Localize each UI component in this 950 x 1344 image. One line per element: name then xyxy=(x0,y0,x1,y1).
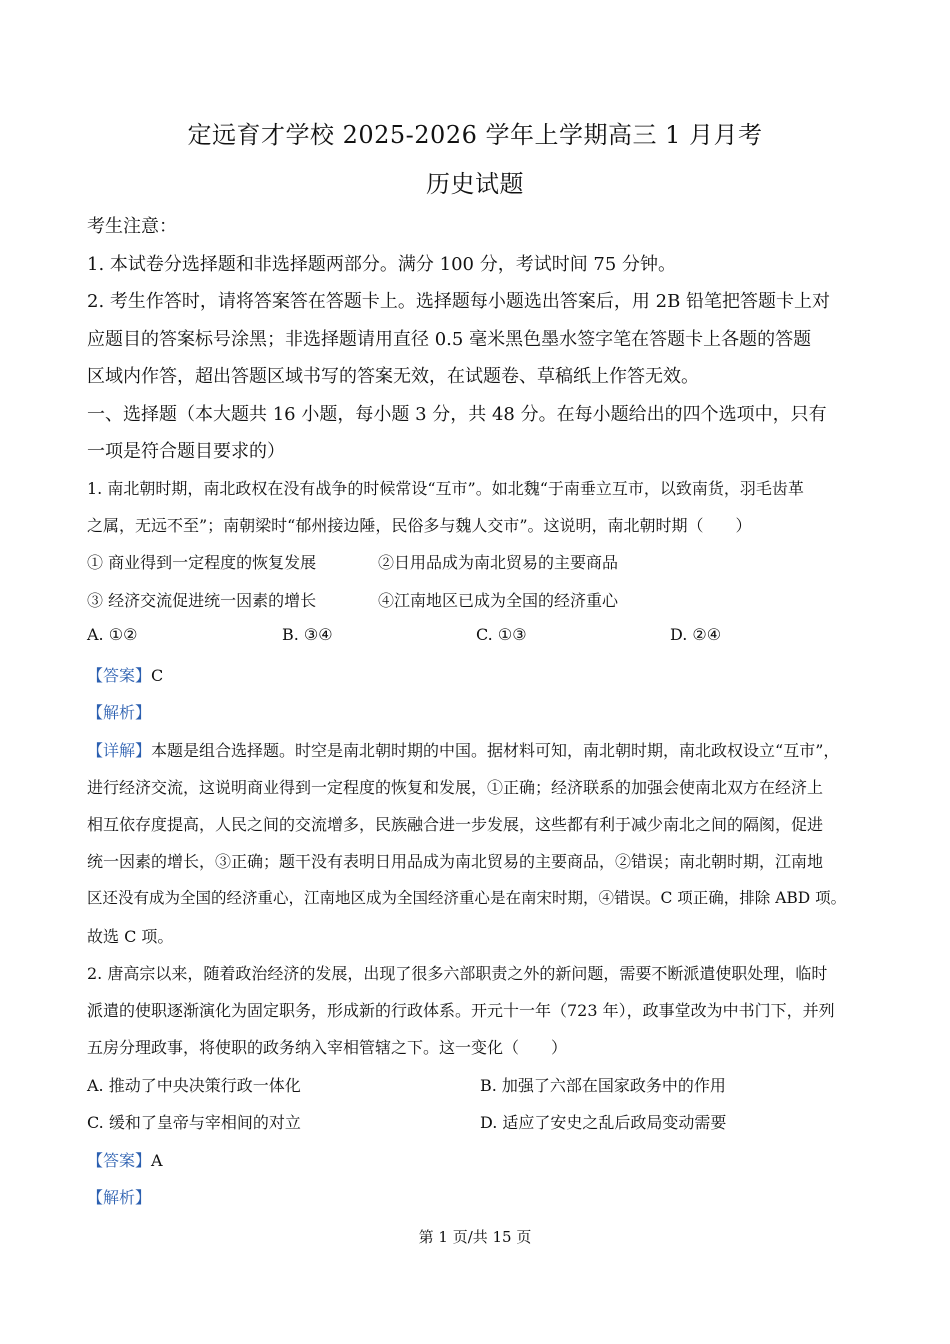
q2-analysis xyxy=(87,1185,151,1208)
q1-option-c: C. ①③ xyxy=(476,625,527,644)
analysis-tag: 【解析】 xyxy=(87,1188,152,1207)
q2-option-c: C. 缓和了皇帝与宰相间的对立 xyxy=(87,1113,301,1132)
detail-tag: 【详解】 xyxy=(87,741,152,760)
q1-stem-line: 之属，无远不至”；南朝梁时“郁州接边陲，民俗多与魏人交市”。这说明，南北朝时期（ ） xyxy=(87,516,752,535)
answer-tag: 【答案】 xyxy=(87,1151,152,1170)
page-footer: 第 1 页/共 15 页 xyxy=(418,1228,532,1246)
exam-subject: 历史试题 xyxy=(426,170,524,198)
q1-option-d: D. ②④ xyxy=(670,625,722,644)
answer-value: A xyxy=(151,1151,163,1170)
q1-detail-line: 相互依存度提高，人民之间的交流增多，民族融合进一步发展，这些都有利于减少南北之间的隔阂，促进 xyxy=(87,815,824,834)
q2-answer xyxy=(87,1148,163,1171)
q2-option-a: A. 推动了中央决策行政一体化 xyxy=(87,1076,301,1095)
answer-tag: 【答案】 xyxy=(87,666,152,685)
exam-title: 定远育才学校 2025-2026 学年上学期高三 1 月月考 xyxy=(187,121,763,149)
section-heading: 一、选择题（本大题共 16 小题，每小题 3 分，共 48 分。在每小题给出的四个选项中，只有 xyxy=(87,404,827,425)
q2-stem-line: 派遣的使职逐渐演化为固定职务，形成新的行政体系。开元十一年（723 年），政事堂改为中书门下，并列 xyxy=(87,1001,835,1020)
detail-text: 本题是组合选择题。时空是南北朝时期的中国。据材料可知，南北朝时期，南北政权设立“互市”， xyxy=(151,741,840,760)
notice-item-2-line: 区域内作答，超出答题区域书写的答案无效，在试题卷、草稿纸上作答无效。 xyxy=(87,366,699,387)
q2-option-d: D. 适应了安史之乱后政局变动需要 xyxy=(480,1113,727,1132)
q2-stem-line: 2. 唐高宗以来，随着政治经济的发展，出现了很多六部职责之外的新问题，需要不断派遣使职处理，临时 xyxy=(87,964,828,983)
notice-item-2-line: 应题目的答案标号涂黑；非选择题请用直径 0.5 毫米黑色墨水签字笔在答题卡上各题的答题 xyxy=(87,329,812,350)
q1-detail-line: 故选 C 项。 xyxy=(87,927,174,946)
q1-answer xyxy=(87,663,163,686)
q2-stem-line: 五房分理政事，将使职的政务纳入宰相管辖之下。这一变化（ ） xyxy=(87,1038,568,1057)
q1-stem-line: 1. 南北朝时期，南北政权在没有战争的时候常设“互市”。如北魏“于南垂立互市，以致南货，羽毛齿革 xyxy=(87,479,804,498)
q1-option-b: B. ③④ xyxy=(282,625,333,644)
q1-detail-line xyxy=(87,738,839,761)
notice-item-2-line: 2. 考生作答时，请将答案答在答题卡上。选择题每小题选出答案后，用 2B 铅笔把答题卡上对 xyxy=(87,291,831,312)
q1-item: ②日用品成为南北贸易的主要商品 xyxy=(378,553,619,572)
section-heading: 一项是符合题目要求的） xyxy=(87,441,285,462)
analysis-tag: 【解析】 xyxy=(87,703,152,722)
q1-detail-line: 统一因素的增长，③正确；题干没有表明日用品成为南北贸易的主要商品，②错误；南北朝时期，江南地 xyxy=(87,852,824,871)
q1-analysis xyxy=(87,700,151,723)
q1-detail-line: 区还没有成为全国的经济重心，江南地区成为全国经济重心是在南宋时期，④错误。C 项正确，排除 ABD 项。 xyxy=(87,889,847,907)
q2-option-b: B. 加强了六部在国家政务中的作用 xyxy=(480,1076,726,1095)
q1-detail-line: 进行经济交流，这说明商业得到一定程度的恢复和发展，①正确；经济联系的加强会使南北双方在经济上 xyxy=(87,778,824,797)
q1-item: ① 商业得到一定程度的恢复发展 xyxy=(87,553,317,572)
q1-option-a: A. ①② xyxy=(87,625,138,644)
answer-value: C xyxy=(151,666,164,685)
notice-heading: 考生注意： xyxy=(87,216,177,237)
q1-item: ④江南地区已成为全国的经济重心 xyxy=(378,591,619,610)
q1-item: ③ 经济交流促进统一因素的增长 xyxy=(87,591,317,610)
notice-item-1: 1. 本试卷分选择题和非选择题两部分。满分 100 分，考试时间 75 分钟。 xyxy=(87,254,677,275)
